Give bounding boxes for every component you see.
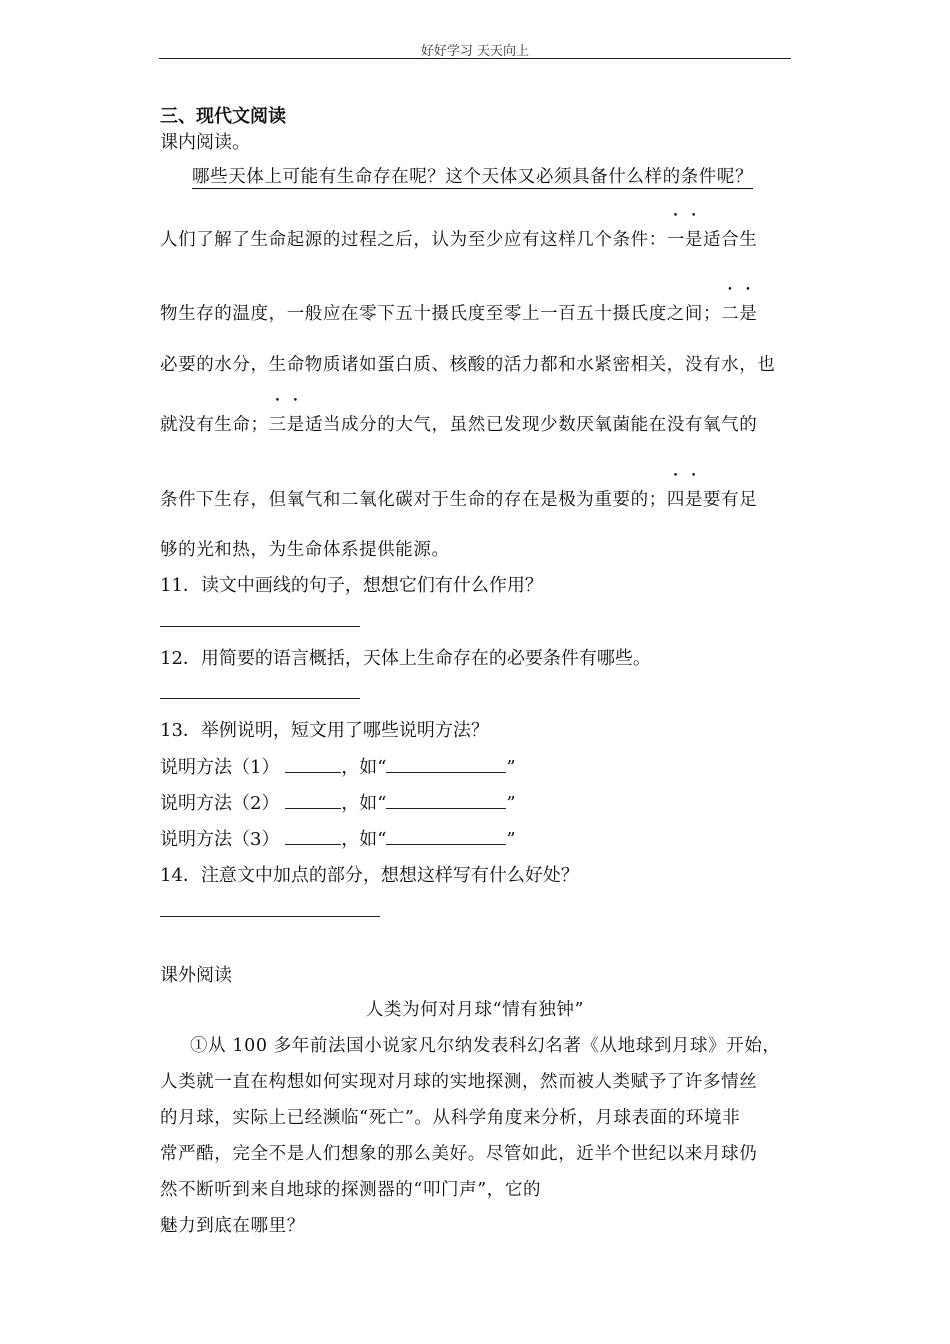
example-blank[interactable] bbox=[386, 830, 506, 845]
question-14: 14．注意文中加点的部分，想想这样写有什么好处？ bbox=[160, 865, 579, 886]
extra-paragraph-line-6: 魅力到底在哪里？ bbox=[160, 1216, 305, 1236]
passage-text: 就没有生命； bbox=[160, 415, 269, 435]
answer-line-12[interactable] bbox=[160, 698, 360, 699]
method-row-1 bbox=[160, 753, 516, 779]
close-quote: ” bbox=[506, 829, 516, 850]
question-13: 13．举例说明，短文用了哪些说明方法？ bbox=[160, 720, 489, 741]
ru-text: ，如 bbox=[341, 757, 378, 778]
header-divider bbox=[159, 58, 791, 59]
ru-text: ，如 bbox=[341, 829, 378, 850]
open-quote: “ bbox=[377, 793, 387, 814]
section-subtitle: 课内阅读。 bbox=[160, 132, 250, 153]
answer-line-11[interactable] bbox=[160, 626, 360, 627]
extra-reading-title: 人类为何对月球“情有独钟” bbox=[365, 1000, 585, 1020]
page-header: 好好学习 天天向上 bbox=[420, 44, 530, 59]
dotted-emphasis-2: 二是 bbox=[721, 304, 758, 324]
dotted-emphasis-4: 四是 bbox=[666, 490, 704, 510]
underlined-text: 哪些天体上可能有生命存在呢？这个天体又必须具备什么样的条件呢？ bbox=[192, 167, 754, 187]
answer-line-14[interactable] bbox=[160, 916, 380, 917]
question-12: 12．用简要的语言概括，天体上生命存在的必要条件有哪些。 bbox=[160, 648, 651, 669]
passage-line-5 bbox=[160, 486, 757, 511]
example-blank[interactable] bbox=[386, 758, 506, 773]
method-label: 说明方法（1） bbox=[160, 757, 280, 778]
example-blank[interactable] bbox=[386, 794, 506, 809]
close-quote: ” bbox=[506, 793, 516, 814]
question-11: 11．读文中画线的句子，想想它们有什么作用？ bbox=[160, 575, 543, 596]
passage-line-2 bbox=[160, 300, 757, 325]
extra-paragraph-line-1: ①从 100 多年前法国小说家凡尔纳发表科幻名著《从地球到月球》开始， bbox=[190, 1036, 781, 1056]
method-label: 说明方法（2） bbox=[160, 793, 280, 814]
section-title: 三、现代文阅读 bbox=[160, 106, 286, 127]
method-blank[interactable] bbox=[285, 794, 341, 809]
passage-text: 人们了解了生命起源的过程之后，认为至少应有这样几个条件： bbox=[160, 230, 667, 250]
method-blank[interactable] bbox=[285, 758, 341, 773]
passage-line-1 bbox=[160, 226, 757, 251]
ru-text: ，如 bbox=[341, 793, 378, 814]
passage-line-4 bbox=[160, 411, 757, 436]
method-blank[interactable] bbox=[285, 830, 341, 845]
passage-line-6: 够的光和热，为生命体系提供能源。 bbox=[160, 540, 450, 560]
method-row-2 bbox=[160, 789, 516, 815]
passage-text: 物生存的温度，一般应在零下五十摄氏度至零上一百五十摄氏度之间； bbox=[160, 304, 722, 324]
close-quote: ” bbox=[506, 757, 516, 778]
passage-text: 条件下生存，但氧气和二氧化碳对于生命的存在是极为重要的； bbox=[160, 490, 667, 510]
passage-underlined-sentence bbox=[192, 163, 753, 188]
passage-line-3: 必要的水分，生命物质诸如蛋白质、核酸的活力都和水紧密相关，没有水，也 bbox=[160, 355, 776, 375]
open-quote: “ bbox=[377, 829, 387, 850]
extra-paragraph-line-3: 的月球，实际上已经濒临“死亡”。从科学角度来分析，月球表面的环境非 bbox=[160, 1108, 741, 1128]
passage-text: 适合生 bbox=[703, 230, 758, 250]
open-quote: “ bbox=[377, 757, 387, 778]
dotted-emphasis-1: 一是 bbox=[666, 230, 704, 250]
extra-paragraph-line-5: 然不断听到来自地球的探测器的“叩门声”，它的 bbox=[160, 1180, 542, 1200]
dotted-emphasis-3: 三是 bbox=[268, 415, 305, 435]
method-row-3 bbox=[160, 825, 516, 851]
method-label: 说明方法（3） bbox=[160, 829, 280, 850]
passage-text: 适当成分的大气，虽然已发现少数厌氧菌能在没有氧气的 bbox=[304, 415, 758, 435]
passage-text: 要有足 bbox=[703, 490, 758, 510]
extra-reading-label: 课外阅读 bbox=[160, 965, 232, 986]
extra-paragraph-line-4: 常严酷，完全不是人们想象的那么美好。尽管如此，近半个世纪以来月球仍 bbox=[160, 1144, 758, 1164]
extra-paragraph-line-2: 人类就一直在构想如何实现对月球的实地探测，然而被人类赋予了许多情丝 bbox=[160, 1072, 758, 1092]
